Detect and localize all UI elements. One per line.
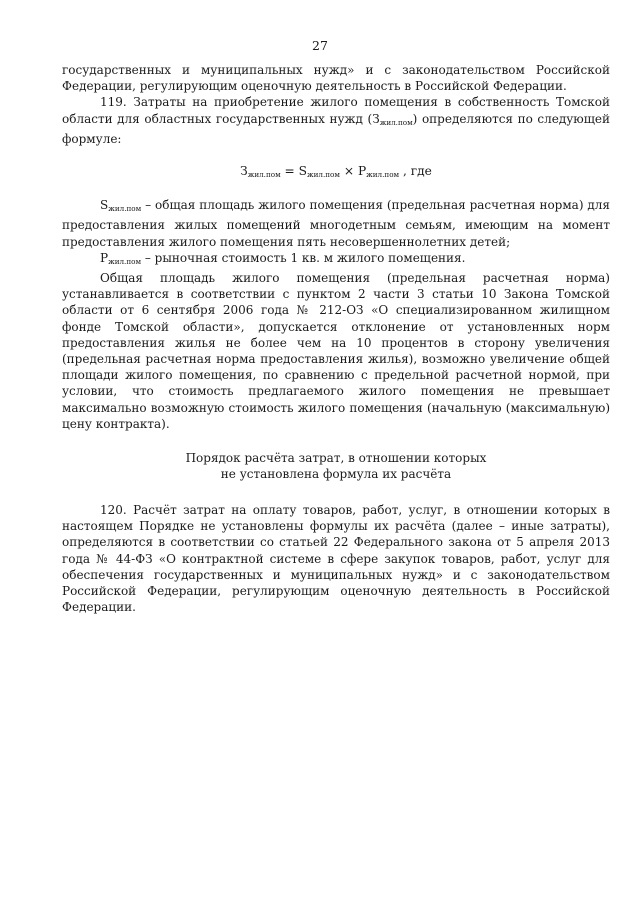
- definition-p-symbol: Р: [100, 250, 109, 265]
- definition-p: [62, 250, 610, 270]
- area-paragraph: Общая площадь жилого помещения (предельная расчетная норма) устанавливается в соответствии с пунктом 2 части 3 статьи 10 Закона Томской области от 6 сентября 2006 года № 212-ОЗ «О специализированном жилищном фонде Томской области», допускается отклонение от установленных норм предоставления жилья не более чем на 10 процентов в сторону увеличения (предельная расчетная норма предоставления жилья), возможно увеличение общей площади жилого помещения, по сравнению с предельной расчетной нормой, при условии, что стоимость предлагаемого жилого помещения не превышает максимально возможную стоимость жилого помещения (начальную (максимальную) цену контракта).: [62, 271, 610, 431]
- formula-equals: =: [280, 164, 299, 179]
- paragraph-119-subscript: жил.пом: [379, 117, 413, 127]
- paragraph-120: 120. Расчёт затрат на оплату товаров, работ, услуг, в отношении которых в настоящем Порядке не установлены формулы их расчёта (далее – иные затраты), определяются в соответствии со статьей 22 Федерального закона от 5 апреля 2013 года № 44-ФЗ «О контрактной системе в сфере закупок товаров, работ, услуг для обеспечения государственных и муниципальных нужд» и с законодательством Российской Федерации, регулирующим оценочную деятельность в Российской Федерации.: [62, 503, 610, 615]
- formula-s: S: [298, 164, 308, 179]
- page-body: [62, 62, 610, 615]
- paragraph-119-text-b: ) определяются по следующей формуле:: [62, 111, 610, 146]
- formula-z-subscript: жил.пом: [247, 170, 281, 180]
- section-heading: [62, 450, 610, 482]
- formula-p-subscript: жил.пом: [366, 170, 400, 180]
- section-heading-line-1: Порядок расчёта затрат, в отношении которых: [185, 451, 487, 466]
- definition-s-symbol: S: [100, 198, 109, 213]
- formula: [62, 163, 610, 183]
- definition-s-text: – общая площадь жилого помещения (предельная расчетная норма) для предоставления жилых помещений многодетным семьям, имеющим на момент предоставления жилого помещения пять несовершеннолетних детей;: [62, 198, 610, 249]
- formula-z: З: [240, 164, 248, 179]
- paragraph-119: [62, 94, 610, 147]
- definition-p-subscript: жил.пом: [108, 256, 142, 266]
- section-heading-line-2: не установлена формула их расчёта: [220, 467, 452, 482]
- formula-s-subscript: жил.пом: [307, 170, 340, 180]
- definition-s-subscript: жил.пом: [108, 204, 142, 214]
- page-number: 27: [312, 38, 328, 53]
- formula-p: Р: [357, 164, 367, 179]
- definition-p-text: – рыночная стоимость 1 кв. м жилого помещения.: [141, 250, 466, 265]
- paragraph-119-text-a: 119. Затраты на приобретение жилого помещения в собственность Томской области для областных государственных нужд (З: [62, 95, 610, 126]
- formula-times: ×: [339, 164, 358, 179]
- formula-tail: , где: [399, 164, 432, 179]
- continued-paragraph: государственных и муниципальных нужд» и с законодательством Российской Федерации, регулирующим оценочную деятельность в Российской Федерации.: [62, 63, 610, 94]
- definition-s: [62, 197, 610, 250]
